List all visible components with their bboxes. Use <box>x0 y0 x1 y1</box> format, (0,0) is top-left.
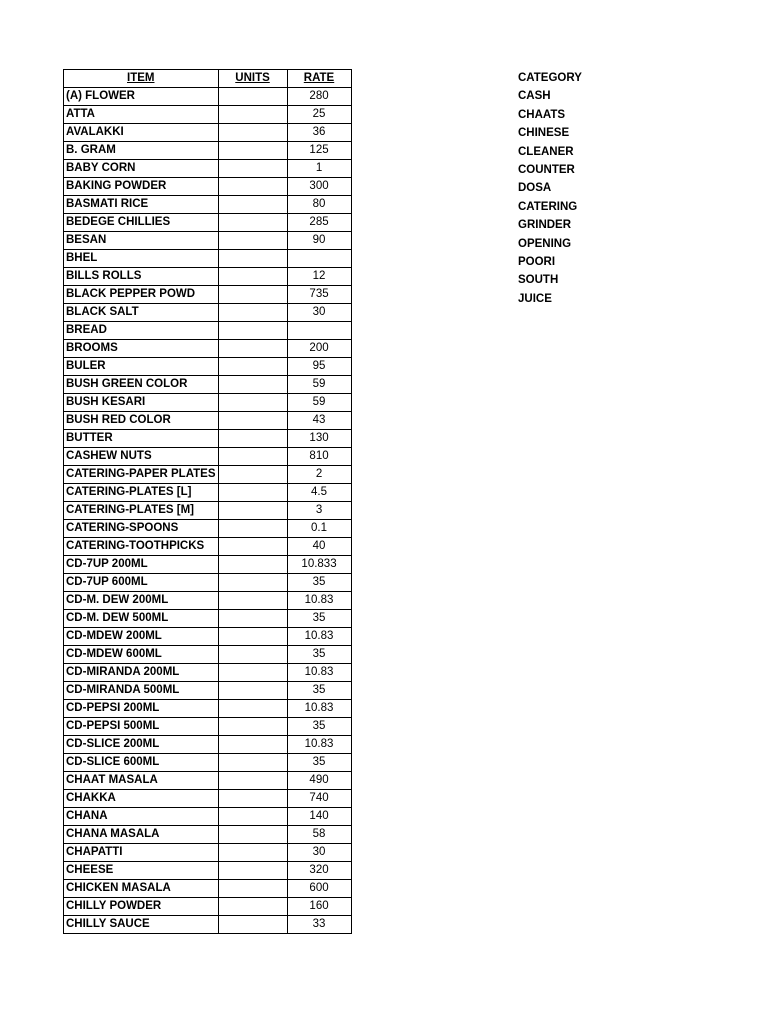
item-cell[interactable]: BESAN <box>64 232 219 250</box>
rate-cell[interactable]: 200 <box>287 340 351 358</box>
table-row <box>64 466 352 484</box>
rate-cell[interactable]: 95 <box>287 358 351 376</box>
table-row <box>64 196 352 214</box>
item-cell[interactable]: AVALAKKI <box>64 124 219 142</box>
rate-cell[interactable]: 600 <box>287 880 351 898</box>
item-cell[interactable]: BREAD <box>64 322 219 340</box>
table-row <box>64 322 352 340</box>
table-row <box>64 250 352 268</box>
rate-cell[interactable]: 36 <box>287 124 351 142</box>
table-row <box>64 376 352 394</box>
units-cell[interactable] <box>218 160 287 178</box>
item-cell[interactable]: CHEESE <box>64 862 219 880</box>
rate-cell[interactable]: 90 <box>287 232 351 250</box>
units-cell[interactable] <box>218 304 287 322</box>
rate-cell[interactable]: 10.83 <box>287 592 351 610</box>
rate-cell[interactable]: 10.83 <box>287 628 351 646</box>
table-row <box>64 340 352 358</box>
item-cell[interactable]: CD-SLICE 600ML <box>64 754 219 772</box>
item-cell[interactable]: CHANA <box>64 808 219 826</box>
rate-cell[interactable]: 35 <box>287 754 351 772</box>
item-cell[interactable]: CATERING-SPOONS <box>64 520 219 538</box>
units-cell[interactable] <box>218 214 287 232</box>
units-cell[interactable] <box>218 574 287 592</box>
units-cell[interactable] <box>218 538 287 556</box>
table-row <box>64 304 352 322</box>
table-row <box>64 682 352 700</box>
table-header-row <box>64 70 352 88</box>
item-rate-table <box>63 69 352 934</box>
table-row <box>64 106 352 124</box>
item-cell[interactable]: BLACK SALT <box>64 304 219 322</box>
rate-cell[interactable]: 35 <box>287 574 351 592</box>
table-row <box>64 88 352 106</box>
table-row <box>64 160 352 178</box>
table-row <box>64 556 352 574</box>
header-units[interactable]: UNITS <box>218 70 287 88</box>
item-cell[interactable]: CD-7UP 600ML <box>64 574 219 592</box>
table-row <box>64 898 352 916</box>
table-row <box>64 610 352 628</box>
units-cell[interactable] <box>218 826 287 844</box>
table-row <box>64 772 352 790</box>
rate-cell[interactable]: 59 <box>287 376 351 394</box>
units-cell[interactable] <box>218 862 287 880</box>
rate-cell[interactable]: 810 <box>287 448 351 466</box>
rate-cell[interactable]: 2 <box>287 466 351 484</box>
category-item[interactable]: POORI <box>518 255 556 268</box>
category-item[interactable]: CHINESE <box>518 127 570 140</box>
rate-cell[interactable]: 10.833 <box>287 556 351 574</box>
rate-cell[interactable]: 30 <box>287 304 351 322</box>
units-cell[interactable] <box>218 808 287 826</box>
rate-cell[interactable]: 735 <box>287 286 351 304</box>
rate-cell[interactable]: 59 <box>287 394 351 412</box>
table-row <box>64 520 352 538</box>
item-cell[interactable]: CHAKKA <box>64 790 219 808</box>
rate-cell[interactable]: 33 <box>287 916 351 934</box>
units-cell[interactable] <box>218 754 287 772</box>
units-cell[interactable] <box>218 880 287 898</box>
units-cell[interactable] <box>218 448 287 466</box>
units-cell[interactable] <box>218 232 287 250</box>
units-cell[interactable] <box>218 718 287 736</box>
table-row <box>64 394 352 412</box>
rate-cell[interactable]: 30 <box>287 844 351 862</box>
table-row <box>64 412 352 430</box>
units-cell[interactable] <box>218 430 287 448</box>
item-cell[interactable]: ATTA <box>64 106 219 124</box>
item-cell[interactable]: CD-M. DEW 200ML <box>64 592 219 610</box>
units-cell[interactable] <box>218 196 287 214</box>
rate-cell[interactable]: 25 <box>287 106 351 124</box>
item-cell[interactable]: BUSH GREEN COLOR <box>64 376 219 394</box>
table-row <box>64 754 352 772</box>
rate-cell[interactable]: 43 <box>287 412 351 430</box>
units-cell[interactable] <box>218 646 287 664</box>
units-cell[interactable] <box>218 916 287 934</box>
item-cell[interactable]: BAKING POWDER <box>64 178 219 196</box>
table-row <box>64 826 352 844</box>
item-cell[interactable]: CHICKEN MASALA <box>64 880 219 898</box>
units-cell[interactable] <box>218 502 287 520</box>
units-cell[interactable] <box>218 664 287 682</box>
item-cell[interactable]: CHILLY SAUCE <box>64 916 219 934</box>
table-row <box>64 592 352 610</box>
rate-cell[interactable]: 4.5 <box>287 484 351 502</box>
table-row <box>64 268 352 286</box>
units-cell[interactable] <box>218 520 287 538</box>
table-row <box>64 502 352 520</box>
table-body <box>64 88 352 934</box>
table-row <box>64 628 352 646</box>
item-cell[interactable]: BILLS ROLLS <box>64 268 219 286</box>
category-item[interactable]: DOSA <box>518 182 552 195</box>
table-row <box>64 700 352 718</box>
units-cell[interactable] <box>218 250 287 268</box>
table-row <box>64 646 352 664</box>
table-row <box>64 484 352 502</box>
item-cell[interactable]: CHAAT MASALA <box>64 772 219 790</box>
table-row <box>64 448 352 466</box>
units-cell[interactable] <box>218 790 287 808</box>
table-row <box>64 286 352 304</box>
item-cell[interactable]: CD-MIRANDA 200ML <box>64 664 219 682</box>
units-cell[interactable] <box>218 358 287 376</box>
item-cell[interactable]: CD-PEPSI 500ML <box>64 718 219 736</box>
rate-cell[interactable]: 285 <box>287 214 351 232</box>
item-cell[interactable]: BUSH RED COLOR <box>64 412 219 430</box>
units-cell[interactable] <box>218 106 287 124</box>
item-cell[interactable]: CATERING-TOOTHPICKS <box>64 538 219 556</box>
units-cell[interactable] <box>218 700 287 718</box>
item-cell[interactable]: BEDEGE CHILLIES <box>64 214 219 232</box>
units-cell[interactable] <box>218 772 287 790</box>
category-list <box>518 69 582 308</box>
item-cell[interactable]: CD-PEPSI 200ML <box>64 700 219 718</box>
rate-cell[interactable]: 300 <box>287 178 351 196</box>
rate-cell[interactable]: 40 <box>287 538 351 556</box>
item-cell[interactable]: BUSH KESARI <box>64 394 219 412</box>
item-cell[interactable]: CHILLY POWDER <box>64 898 219 916</box>
rate-cell[interactable]: 10.83 <box>287 736 351 754</box>
item-cell[interactable]: BHEL <box>64 250 219 268</box>
table-row <box>64 862 352 880</box>
table-row <box>64 430 352 448</box>
rate-cell[interactable]: 130 <box>287 430 351 448</box>
item-cell[interactable]: CHAPATTI <box>64 844 219 862</box>
table-row <box>64 844 352 862</box>
table-row <box>64 178 352 196</box>
rate-cell[interactable]: 58 <box>287 826 351 844</box>
table-row <box>64 358 352 376</box>
item-cell[interactable]: CD-M. DEW 500ML <box>64 610 219 628</box>
rate-cell[interactable]: 35 <box>287 646 351 664</box>
units-cell[interactable] <box>218 898 287 916</box>
units-cell[interactable] <box>218 124 287 142</box>
table-row <box>64 916 352 934</box>
item-cell[interactable]: CHANA MASALA <box>64 826 219 844</box>
rate-cell[interactable]: 160 <box>287 898 351 916</box>
item-cell[interactable]: CASHEW NUTS <box>64 448 219 466</box>
rate-cell[interactable] <box>287 250 351 268</box>
rate-cell[interactable]: 740 <box>287 790 351 808</box>
table-row <box>64 232 352 250</box>
units-cell[interactable] <box>218 556 287 574</box>
units-cell[interactable] <box>218 178 287 196</box>
item-cell[interactable]: CD-MDEW 200ML <box>64 628 219 646</box>
item-cell[interactable]: CD-MIRANDA 500ML <box>64 682 219 700</box>
rate-cell[interactable]: 12 <box>287 268 351 286</box>
item-cell[interactable]: BUTTER <box>64 430 219 448</box>
item-cell[interactable]: BABY CORN <box>64 160 219 178</box>
units-cell[interactable] <box>218 466 287 484</box>
units-cell[interactable] <box>218 322 287 340</box>
units-cell[interactable] <box>218 394 287 412</box>
item-cell[interactable]: BROOMS <box>64 340 219 358</box>
header-rate[interactable]: RATE <box>287 70 351 88</box>
units-cell[interactable] <box>218 88 287 106</box>
units-cell[interactable] <box>218 412 287 430</box>
rate-cell[interactable]: 0.1 <box>287 520 351 538</box>
units-cell[interactable] <box>218 682 287 700</box>
table-row <box>64 538 352 556</box>
item-cell[interactable]: CATERING-PLATES [M] <box>64 502 219 520</box>
table-row <box>64 664 352 682</box>
rate-cell[interactable]: 140 <box>287 808 351 826</box>
category-item[interactable]: OPENING <box>518 237 572 250</box>
table-row <box>64 880 352 898</box>
table-row <box>64 808 352 826</box>
category-item[interactable]: COUNTER <box>518 163 575 176</box>
item-cell[interactable]: CATERING-PAPER PLATES <box>64 466 219 484</box>
item-cell[interactable]: CD-SLICE 200ML <box>64 736 219 754</box>
rate-cell[interactable]: 35 <box>287 682 351 700</box>
item-cell[interactable]: CATERING-PLATES [L] <box>64 484 219 502</box>
units-cell[interactable] <box>218 376 287 394</box>
rate-cell[interactable]: 1 <box>287 160 351 178</box>
rate-cell[interactable]: 35 <box>287 610 351 628</box>
rate-cell[interactable] <box>287 322 351 340</box>
category-item[interactable]: JUICE <box>518 292 552 305</box>
rate-cell[interactable]: 10.83 <box>287 664 351 682</box>
rate-cell[interactable]: 10.83 <box>287 700 351 718</box>
units-cell[interactable] <box>218 340 287 358</box>
category-header[interactable]: CATEGORY <box>518 72 582 84</box>
table-row <box>64 574 352 592</box>
table-row <box>64 142 352 160</box>
rate-cell[interactable]: 35 <box>287 718 351 736</box>
rate-cell[interactable]: 280 <box>287 88 351 106</box>
item-cell[interactable]: CD-7UP 200ML <box>64 556 219 574</box>
item-cell[interactable]: BLACK PEPPER POWD <box>64 286 219 304</box>
item-cell[interactable]: BASMATI RICE <box>64 196 219 214</box>
units-cell[interactable] <box>218 286 287 304</box>
table-row <box>64 790 352 808</box>
rate-cell[interactable]: 80 <box>287 196 351 214</box>
rate-cell[interactable]: 125 <box>287 142 351 160</box>
category-item[interactable]: GRINDER <box>518 219 572 232</box>
category-item[interactable]: CLEANER <box>518 145 574 158</box>
item-cell[interactable]: CD-MDEW 600ML <box>64 646 219 664</box>
table-row <box>64 124 352 142</box>
units-cell[interactable] <box>218 610 287 628</box>
units-cell[interactable] <box>218 142 287 160</box>
rate-cell[interactable]: 490 <box>287 772 351 790</box>
table-row <box>64 718 352 736</box>
header-item[interactable]: ITEM <box>64 70 219 88</box>
units-cell[interactable] <box>218 844 287 862</box>
units-cell[interactable] <box>218 736 287 754</box>
rate-cell[interactable]: 320 <box>287 862 351 880</box>
units-cell[interactable] <box>218 628 287 646</box>
item-cell[interactable]: (A) FLOWER <box>64 88 219 106</box>
category-item[interactable]: CHAATS <box>518 108 566 121</box>
table-row <box>64 214 352 232</box>
units-cell[interactable] <box>218 268 287 286</box>
rate-cell[interactable]: 3 <box>287 502 351 520</box>
item-cell[interactable]: B. GRAM <box>64 142 219 160</box>
category-item[interactable]: CATERING <box>518 200 578 213</box>
category-item[interactable]: SOUTH <box>518 274 559 287</box>
category-item[interactable]: CASH <box>518 90 551 103</box>
table-row <box>64 736 352 754</box>
units-cell[interactable] <box>218 484 287 502</box>
item-cell[interactable]: BULER <box>64 358 219 376</box>
units-cell[interactable] <box>218 592 287 610</box>
